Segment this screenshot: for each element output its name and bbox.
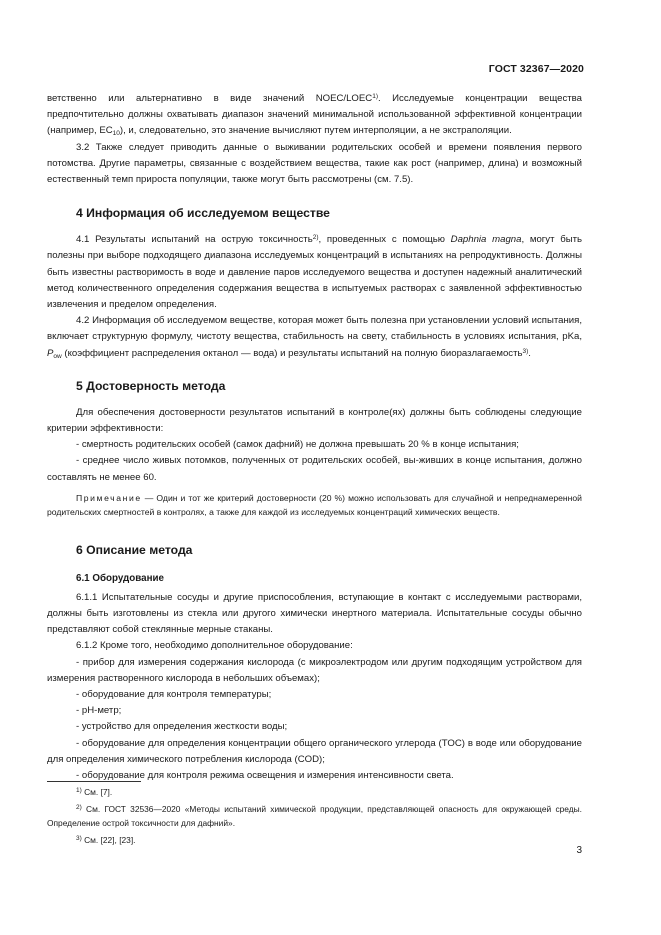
list-item: - оборудование для контроля режима освещения и измерения интенсивности света. [76, 770, 454, 782]
paragraph-4-1: 4.1 Результаты испытаний на острую токсичность$^{2)}$, проведенных с помощью Daphnia magna, могут быть полезны при выборе подходящего диапазона исследуемых концентраций в испытаниях на репродуктивность. Должны быть известны растворимость в воде и давление паров исследуемого вещества и доступен надежный аналитический метод количественного определения содержания вещества в испытуемых растворах с заявленной эффективностью извлечения и пределом определения. [47, 234, 582, 311]
paragraph-3-2: 3.2 Также следует приводить данные о выживании родительских особей и времени появления первого потомства. Другие параметры, связанные с воздействием вещества, такие как рост (например, длина) и возможный естественный темп прироста популяции, также могут быть рассмотрены (см. 7.5). [47, 141, 582, 186]
page-number: 3 [576, 845, 582, 856]
continued-paragraph: ветственно или альтернативно в виде значений NOEC/LOEC$^{1)}$. Исследуемые концентрации вещества предпочтительно должны охватывать диапазон значений минимальной использованной эффективной концентрации (например, $EC_{10}$), и, следовательно, это значение вычисляют путем интерполяции, а не экстраполяции. [47, 93, 582, 138]
paragraph-6-1-2: 6.1.2 Кроме того, необходимо дополнительное оборудование: [76, 640, 353, 652]
list-item: - прибор для измерения содержания кислорода (с микроэлектродом или другим подходящим устройством для измерения растворенного кислорода в небольших объемах); [47, 656, 582, 684]
footnote-ref[interactable]: 2) [312, 234, 319, 242]
section-5-note: Примечание — Один и тот же критерий достоверности (20 %) можно использовать для случайной и непреднамеренной родительских смертностей в контролях, а также для каждой из исследуемых концентраций химических веществ. [47, 492, 582, 518]
page-body [47, 91, 582, 784]
section-5-intro: Для обеспечения достоверности результатов испытаний в контроле(ях) должны быть соблюдены следующие критерии эффективности: [47, 406, 582, 435]
section-4-heading: 4 Информация об исследуемом веществе [76, 206, 330, 221]
footnote-divider [47, 781, 141, 782]
footnote: $^{3)}$ См. [22], [23]. [76, 835, 136, 845]
standard-code-header: ГОСТ 32367—2020 [488, 63, 584, 75]
subsection-6-1-heading: 6.1 Оборудование [76, 572, 164, 584]
list-item: - pH-метр; [76, 705, 122, 717]
list-item: - устройство для определения жесткости воды; [76, 721, 288, 733]
footnote: $^{2)}$ См. ГОСТ 32536—2020 «Методы испытаний химической продукции, представляющей опасность для окружающей среды. Определение острой токсичности для дафний». [47, 804, 582, 828]
footnotes [47, 785, 582, 850]
list-item: - оборудование для контроля температуры; [76, 689, 272, 701]
section-6-heading: 6 Описание метода [76, 542, 193, 557]
section-5-heading: 5 Достоверность метода [76, 378, 226, 393]
footnote-ref[interactable]: 3) [522, 347, 529, 355]
list-item: - оборудование для определения концентрации общего органического углерода (TOC) в воде или оборудование для определения химического потребления кислорода (COD); [47, 737, 582, 765]
list-item: - смертность родительских особей (самок дафний) не должна превышать 20 % в конце испытания; [76, 439, 519, 451]
paragraph-4-2: 4.2 Информация об исследуемом веществе, которая может быть полезна при установлении условий испытания, включает структурную формулу, чистоту вещества, стабильность на свету, стабильность в условиях испытания, pKa, $P_{ow}$ (коэффициент распределения октанол — вода) и результаты испытаний на полную биоразлагаемость$^{3)}$. [47, 315, 582, 360]
footnote: $^{1)}$ См. [7]. [76, 787, 113, 797]
footnote-ref[interactable]: 1) [372, 93, 378, 100]
paragraph-6-1-1: 6.1.1 Испытательные сосуды и другие приспособления, вступающие в контакт с исследуемыми растворами, должны быть изготовлены из стекла или другого химически инертного материала. Испытательные сосуды обычно представляют собой стеклянные мерные стаканы. [47, 591, 582, 636]
list-item: - среднее число живых потомков, полученных от родительских особей, вы-живших в конце испытания, должно составлять не менее 60. [47, 455, 582, 483]
